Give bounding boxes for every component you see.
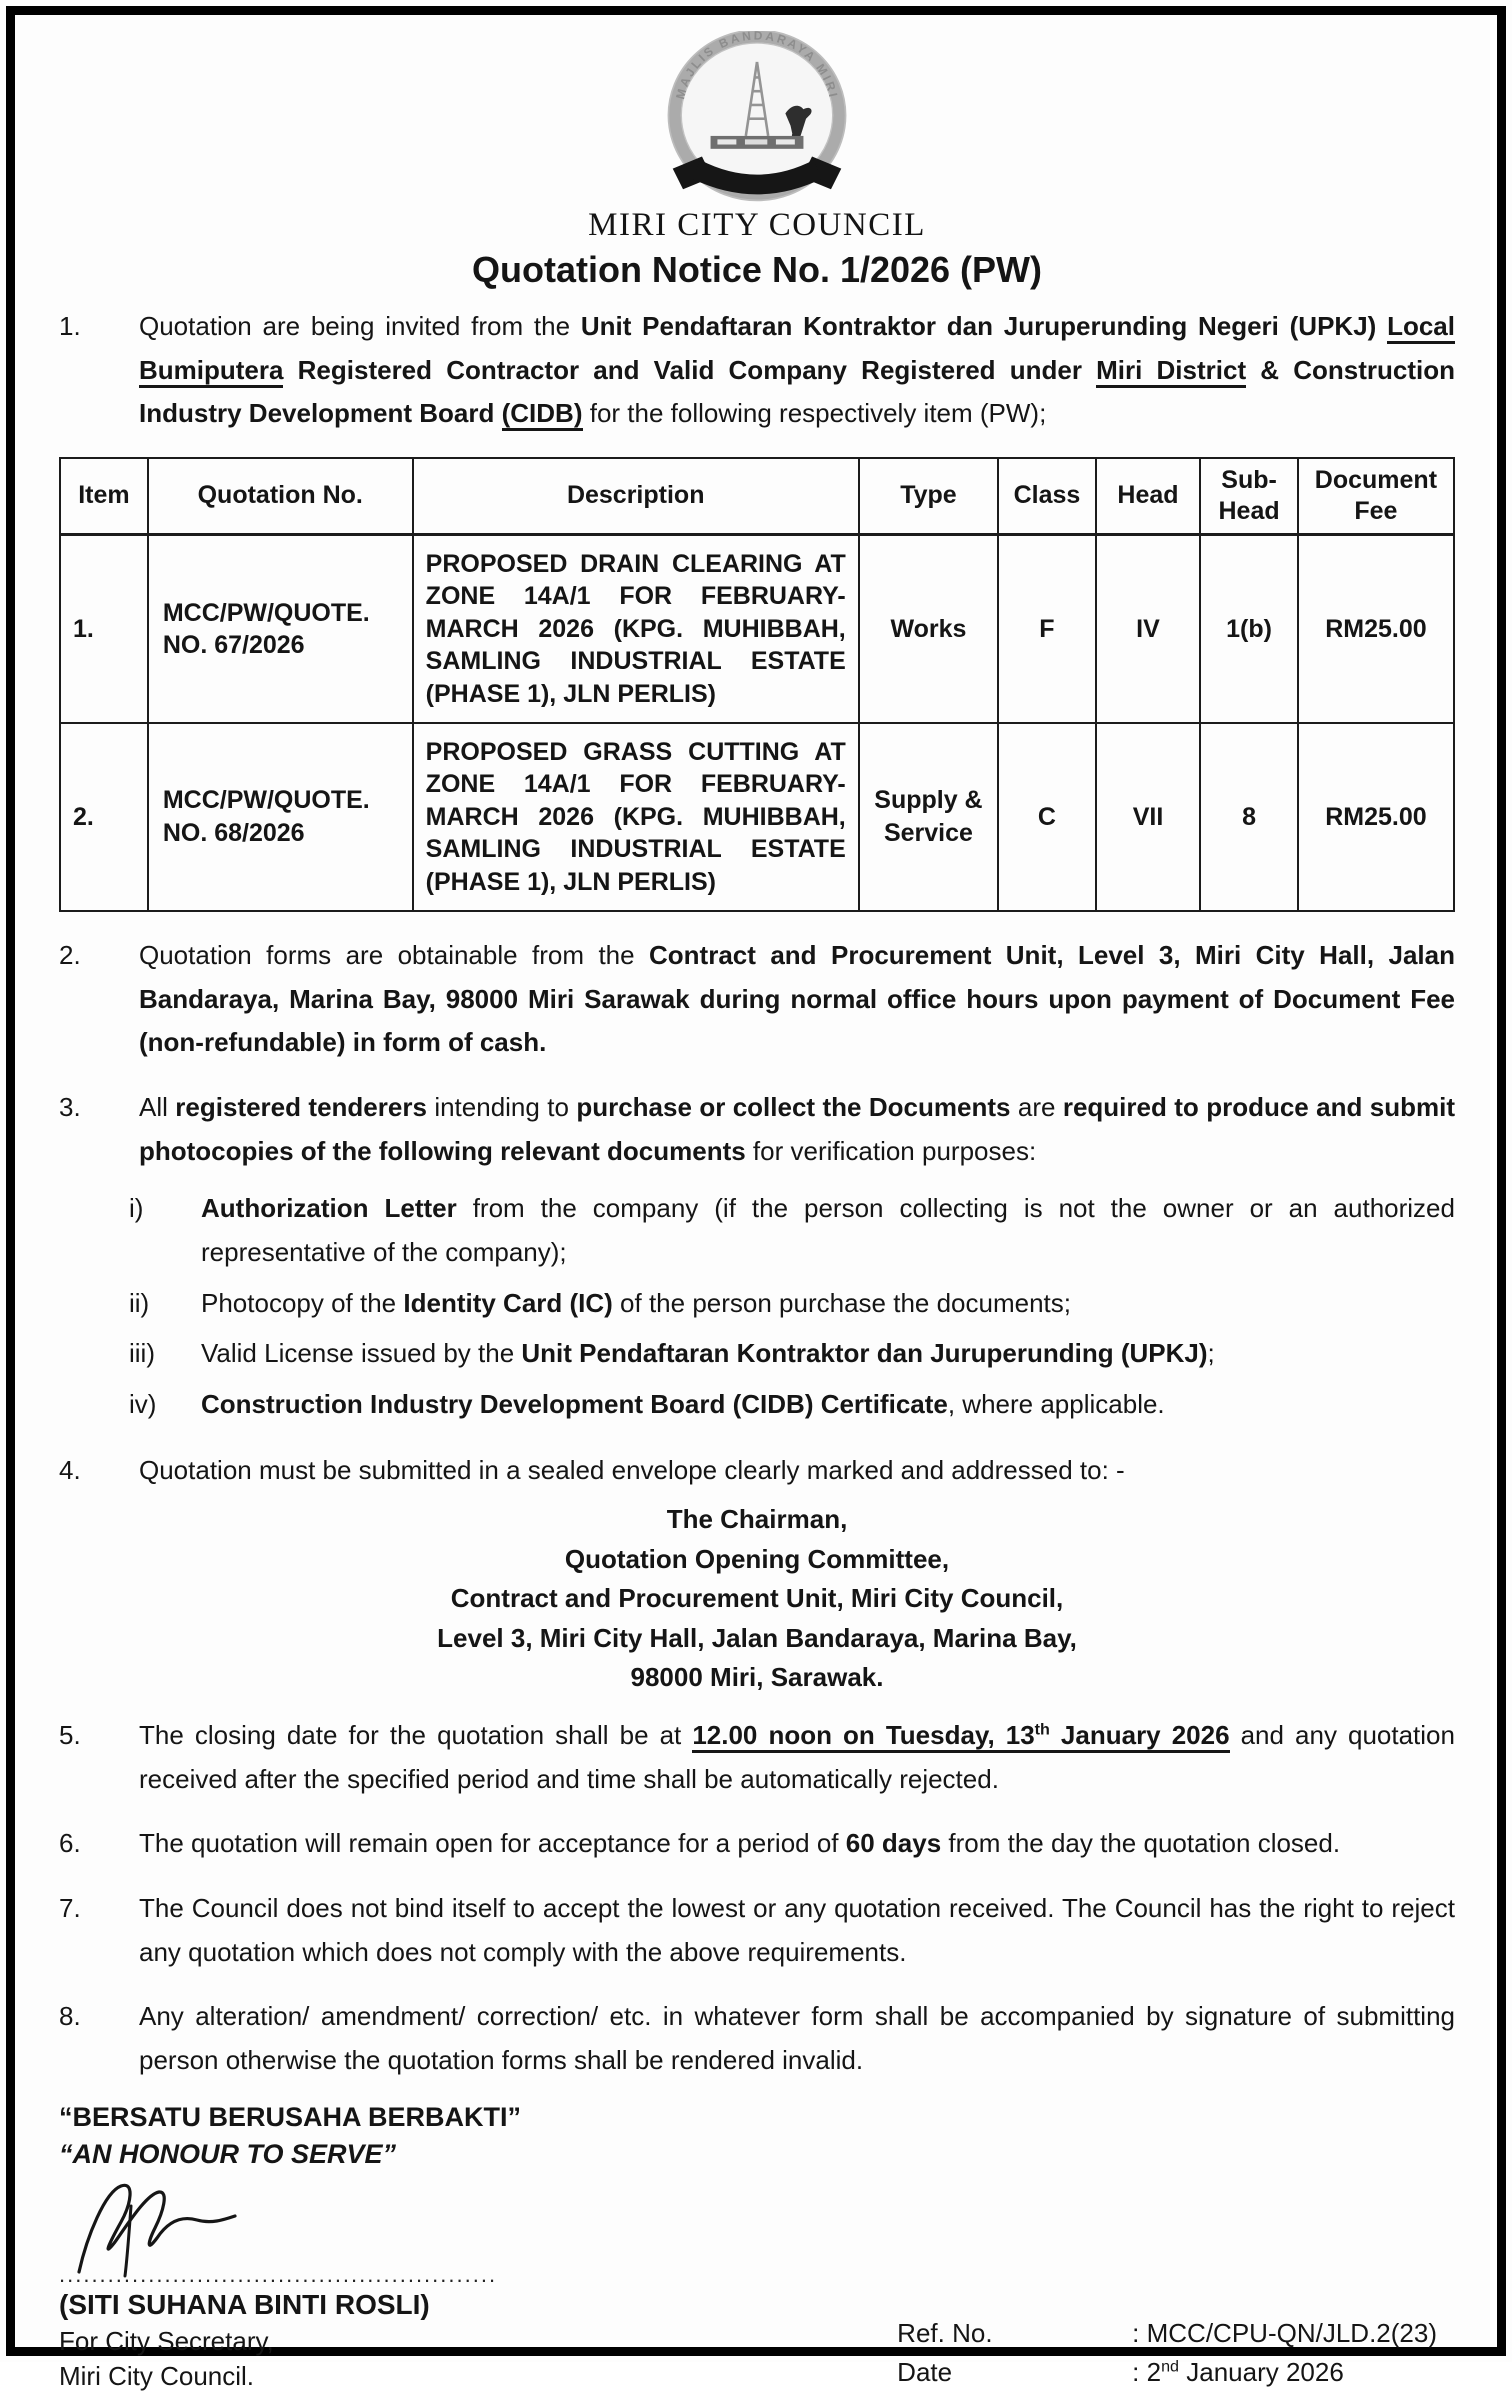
paragraph-8	[59, 1995, 1455, 2082]
document-content	[15, 15, 1497, 2392]
text-run-bold: purchase or collect the Documents	[576, 1091, 1011, 1122]
col-header-quotation-no: Quotation No.	[148, 458, 413, 535]
col-header-type: Type	[859, 458, 998, 535]
paragraph-number: 1.	[59, 310, 81, 341]
paragraph-number: 4.	[59, 1454, 81, 1485]
list-item-text	[201, 1332, 1455, 1376]
text-run-bold: Contract and Procurement Unit, Level 3, Miri City Hall, Jalan Bandaraya, Marina Bay, 98000 Miri Sarawak during normal office hours upon payment of Document Fee (non-refundable) in form of cash.	[139, 939, 1455, 1058]
address-line: The Chairman,	[666, 1504, 848, 1535]
text-run-bold: 12.00 noon on Tuesday, 13	[692, 1719, 1035, 1750]
date-row	[897, 2353, 1437, 2392]
text-run-bold: Identity Card (IC)	[403, 1287, 613, 1318]
signature-line: ......................................................	[59, 2262, 498, 2288]
council-crest-logo	[607, 31, 907, 203]
list-item-text	[201, 1282, 1455, 1326]
list-marker: iv)	[129, 1388, 157, 1419]
text-run-bold: Unit Pendaftaran Kontraktor dan Juruperunding Negeri (UPKJ)	[580, 310, 1388, 341]
text-run: of the person purchase the documents;	[612, 1287, 1072, 1318]
crest-arc-text: MAJLIS BANDARAYA MIRI	[673, 31, 841, 101]
signatory-block	[59, 2286, 430, 2394]
cell-sub-head: 1(b)	[1200, 535, 1298, 723]
paragraph-4	[59, 1449, 1455, 1493]
address-line: Quotation Opening Committee,	[564, 1543, 950, 1574]
text-run: Quotation forms are obtainable from the	[139, 939, 650, 970]
col-header-sub-head: Sub-Head	[1200, 458, 1298, 535]
paragraph-6	[59, 1822, 1455, 1866]
ref-no-row	[897, 2314, 1437, 2353]
list-item-text	[201, 1383, 1455, 1427]
ref-no-value: : MCC/CPU-QN/JLD.2(23)	[1132, 2318, 1437, 2349]
cell-head: IV	[1096, 535, 1201, 723]
paragraph-1	[59, 305, 1455, 436]
closing-date	[692, 1720, 1229, 1753]
text-run: The closing date for the quotation shall be at	[139, 1719, 693, 1750]
cell-quotation-no: MCC/PW/QUOTE. NO. 68/2026	[148, 723, 413, 911]
col-header-item: Item	[60, 458, 148, 535]
text-run: ;	[1207, 1338, 1215, 1369]
ordinal-suffix: th	[1034, 1720, 1050, 1739]
paragraph-number: 5.	[59, 1719, 81, 1750]
cell-type: Supply & Service	[859, 723, 998, 911]
document-header	[59, 31, 1455, 295]
text-run-bold-underline: Miri District	[1096, 355, 1246, 388]
text-run-bold: Construction Industry Development Board	[139, 354, 1455, 429]
text-run: for the following respectively item (PW);	[582, 398, 1047, 429]
cell-item: 1.	[60, 535, 148, 723]
date-value	[1132, 2353, 1344, 2392]
paragraph-number: 8.	[59, 2001, 81, 2032]
cell-type: Works	[859, 535, 998, 723]
text-run-bold: Construction Industry Development Board (CIDB) Certificate	[201, 1388, 948, 1419]
motto-english: “AN HONOUR TO SERVE”	[59, 2139, 397, 2170]
paragraph-text: Quotation must be submitted in a sealed envelope clearly marked and addressed to: -	[139, 1454, 1125, 1485]
paragraph-3	[59, 1086, 1455, 1173]
date-day: : 2	[1132, 2357, 1162, 2388]
paragraph-number: 7.	[59, 1892, 81, 1923]
text-run-bold-underline: (CIDB)	[502, 398, 583, 431]
cell-class: C	[998, 723, 1096, 911]
paragraph-number: 3.	[59, 1091, 81, 1122]
list-marker: i)	[129, 1193, 144, 1224]
org-name: MIRI CITY COUNCIL	[588, 207, 926, 243]
cell-quotation-no: MCC/PW/QUOTE. NO. 67/2026	[148, 535, 413, 723]
document-checklist	[59, 1187, 1455, 1426]
address-line: Contract and Procurement Unit, Miri City Council,	[450, 1583, 1064, 1614]
col-header-head: Head	[1096, 458, 1201, 535]
paragraph-text	[139, 1822, 1455, 1866]
cell-head: VII	[1096, 723, 1201, 911]
list-item-text	[201, 1187, 1455, 1274]
text-run-bold: required to produce and submit photocopies of the following relevant documents	[139, 1091, 1455, 1166]
paragraph-text: The Council does not bind itself to accept the lowest or any quotation received. The Council has the right to reject any quotation which does not comply with the above requirements.	[139, 1892, 1455, 1967]
text-run: Photocopy of the	[201, 1287, 404, 1318]
cell-item: 2.	[60, 723, 148, 911]
ref-no-label: Ref. No.	[897, 2318, 993, 2349]
signatory-org: Miri City Council.	[59, 2361, 255, 2392]
text-run-bold: registered tenderers	[175, 1091, 427, 1122]
text-run-bold: Unit Pendaftaran Kontraktor dan Juruperunding (UPKJ)	[521, 1338, 1208, 1369]
paragraph-2	[59, 934, 1455, 1065]
signatory-name: (SITI SUHANA BINTI ROSLI)	[59, 2289, 430, 2321]
reference-block	[897, 2314, 1455, 2394]
motto-malay: “BERSATU BERUSAHA BERBAKTI”	[59, 2101, 522, 2132]
text-run: from the company (if the person collecting is not the owner or an authorized representative of the company);	[201, 1193, 1455, 1267]
cell-sub-head: 8	[1200, 723, 1298, 911]
submission-address	[59, 1500, 1455, 1698]
paragraph-text	[139, 934, 1455, 1065]
text-run: from the day the quotation closed.	[941, 1828, 1341, 1859]
address-line: Level 3, Miri City Hall, Jalan Bandaraya, Marina Bay,	[437, 1622, 1077, 1653]
col-header-class: Class	[998, 458, 1096, 535]
date-label: Date	[897, 2357, 953, 2388]
list-marker: ii)	[129, 1287, 150, 1318]
text-run: and any quotation received after the specified period and time shall be automatically rejected.	[139, 1719, 1455, 1794]
text-run-bold-underline: Local Bumiputera	[139, 311, 1455, 388]
list-item-i	[59, 1187, 1455, 1274]
text-run-bold: &	[1246, 354, 1294, 385]
text-run: , where applicable.	[947, 1388, 1165, 1419]
paragraph-number: 2.	[59, 939, 81, 970]
text-run: Valid License issued by the	[201, 1338, 522, 1369]
text-run: Quotation are being invited from the	[139, 310, 581, 341]
paragraph-text	[139, 1086, 1455, 1173]
table-header-row	[60, 458, 1454, 535]
text-run: All	[139, 1091, 176, 1122]
cell-class: F	[998, 535, 1096, 723]
text-run: are	[1010, 1091, 1063, 1122]
address-line: 98000 Miri, Sarawak.	[630, 1662, 884, 1693]
signatory-role: For City Secretary,	[59, 2325, 274, 2356]
crest-base	[711, 136, 804, 149]
cell-document-fee: RM25.00	[1298, 535, 1454, 723]
list-marker: iii)	[129, 1338, 155, 1369]
text-run: for verification purposes:	[745, 1135, 1037, 1166]
cell-document-fee: RM25.00	[1298, 723, 1454, 911]
cell-description: PROPOSED GRASS CUTTING AT ZONE 14A/1 FOR FEBRUARY-MARCH 2026 (KPG. MUHIBBAH, SAMLING INDUSTRIAL ESTATE (PHASE 1), JLN PERLIS)	[413, 723, 859, 911]
quotation-table	[59, 457, 1455, 912]
list-item-iv	[59, 1383, 1455, 1427]
paragraph-text	[139, 1714, 1455, 1801]
text-run-bold: 60 days	[845, 1828, 942, 1859]
paragraph-text: Any alteration/ amendment/ correction/ etc. in whatever form shall be accompanied by signature of submitting person otherwise the quotation forms shall be rendered invalid.	[139, 2001, 1455, 2075]
footer-row	[59, 2286, 1455, 2394]
text-run-bold: Authorization Letter	[201, 1193, 457, 1224]
text-run: intending to	[426, 1091, 577, 1122]
col-header-document-fee: Document Fee	[1298, 458, 1454, 535]
list-item-ii	[59, 1282, 1455, 1326]
table-row	[60, 535, 1454, 723]
date-month-year: January 2026	[1179, 2357, 1344, 2388]
paragraph-7	[59, 1887, 1455, 1974]
text-run-bold: January 2026	[1049, 1719, 1230, 1750]
date-ordinal-suffix: nd	[1161, 2357, 1180, 2376]
paragraph-number: 6.	[59, 1828, 81, 1859]
list-item-iii	[59, 1332, 1455, 1376]
signature-area	[59, 2176, 1455, 2394]
cell-description: PROPOSED DRAIN CLEARING AT ZONE 14A/1 FOR FEBRUARY-MARCH 2026 (KPG. MUHIBBAH, SAMLING INDUSTRIAL ESTATE (PHASE 1), JLN PERLIS)	[413, 535, 859, 723]
col-header-description: Description	[413, 458, 859, 535]
text-run: The quotation will remain open for acceptance for a period of	[139, 1828, 846, 1859]
paragraph-text	[139, 305, 1455, 436]
notice-title: Quotation Notice No. 1/2026 (PW)	[471, 249, 1043, 291]
paragraph-5	[59, 1714, 1455, 1801]
text-run-bold: Registered Contractor and Valid Company Registered under	[283, 354, 1097, 385]
table-row	[60, 723, 1454, 911]
